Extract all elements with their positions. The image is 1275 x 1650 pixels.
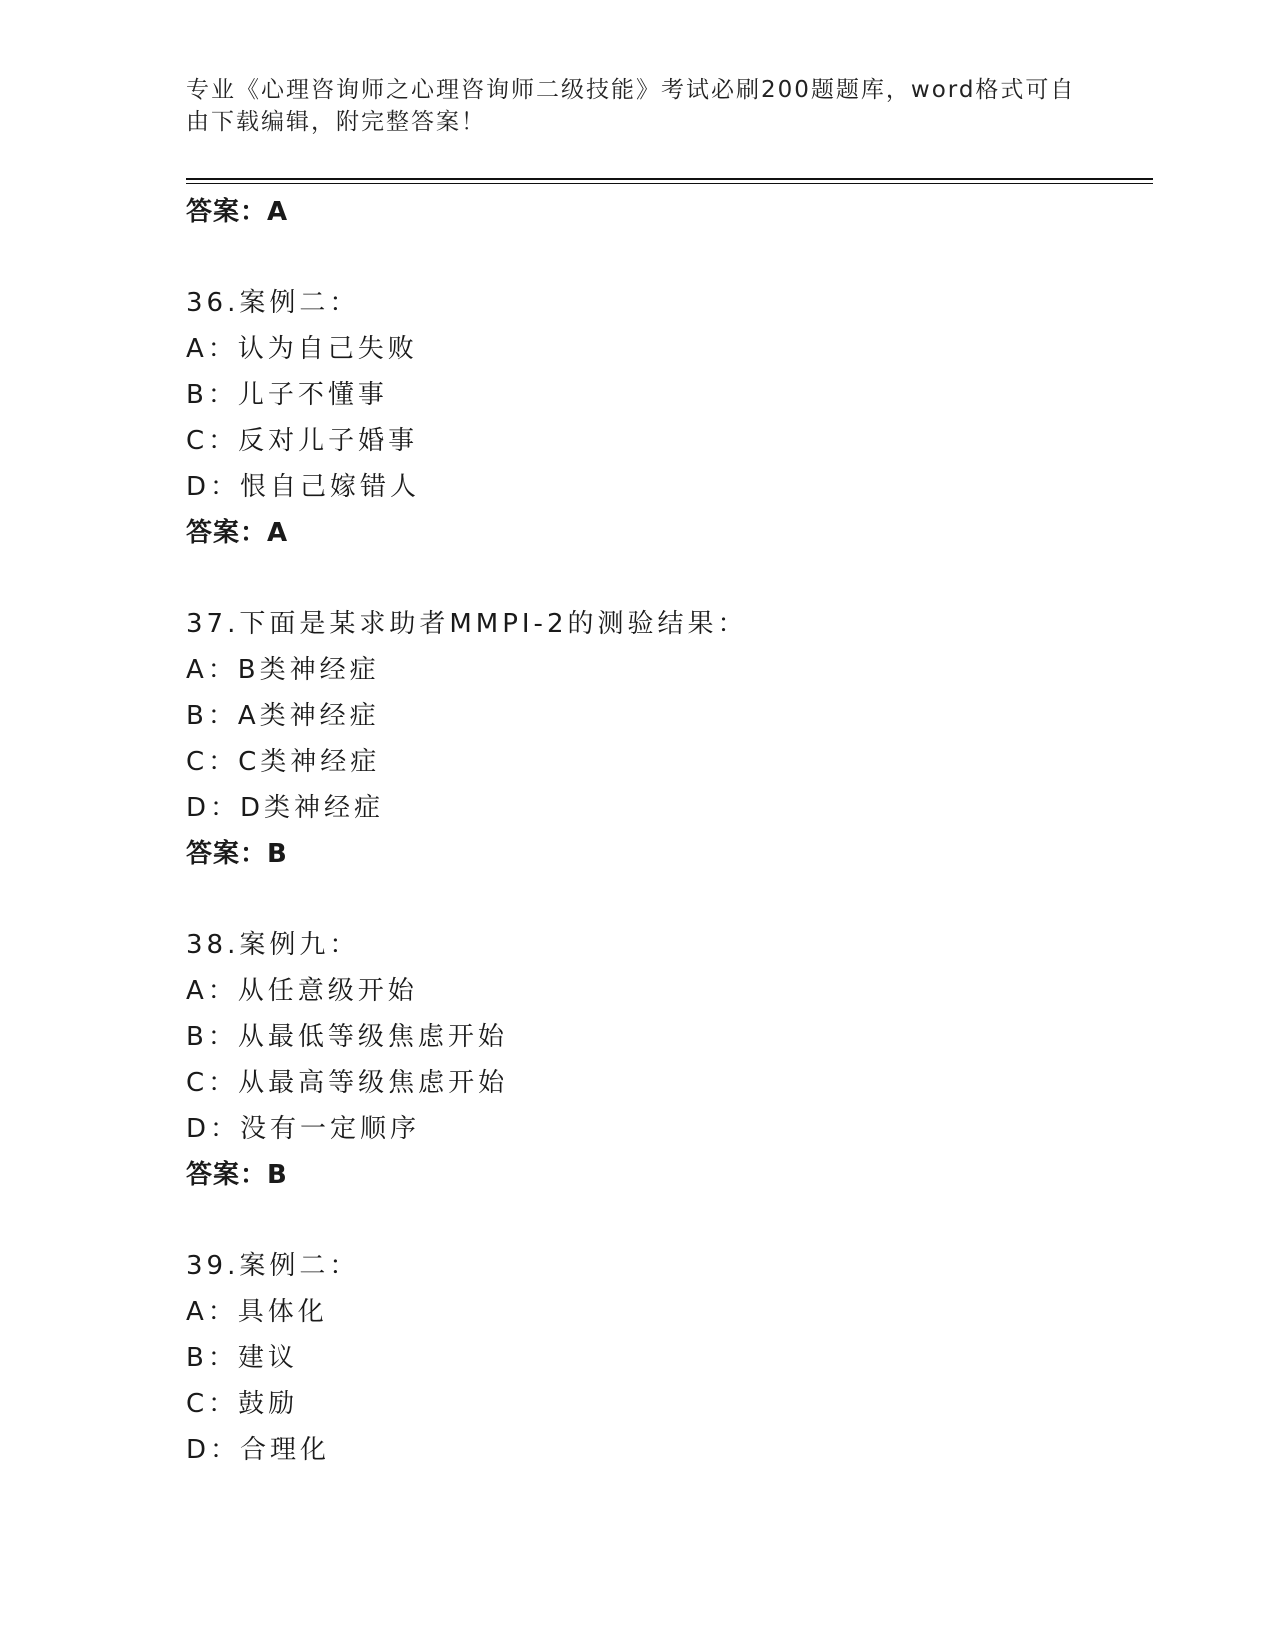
answer-line: 答案：A [186,518,289,548]
option-b: B：建议 [186,1343,298,1373]
option-a: A：B类神经症 [186,655,380,685]
question-block [186,280,1146,556]
spacer [186,556,1146,601]
option-d: D：没有一定顺序 [186,1114,421,1144]
header-line-1: 专业《心理咨询师之心理咨询师二级技能》考试必刷200题题库，word格式可自 [186,77,1076,103]
question-title: 36.案例二： [186,288,360,318]
spacer [186,1198,1146,1243]
answer-line: 答案：B [186,1160,288,1190]
option-a: A：认为自己失败 [186,334,418,364]
question-title: 39.案例二： [186,1251,360,1281]
question-block [186,922,1146,1198]
header-line-2: 由下载编辑，附完整答案！ [186,109,486,135]
question-block [186,601,1146,877]
option-b: B：A类神经症 [186,701,380,731]
option-b: B：儿子不懂事 [186,380,388,410]
header-divider-thick [186,178,1153,180]
option-c: C：从最高等级焦虑开始 [186,1068,509,1098]
option-d: D：恨自己嫁错人 [186,472,421,502]
option-a: A：从任意级开始 [186,976,418,1006]
document-header [186,74,1076,138]
answer-line: 答案：A [186,197,289,227]
question-block [186,1243,1146,1473]
option-c: C：反对儿子婚事 [186,426,419,456]
question-list [186,189,1146,1473]
answer-line: 答案：B [186,839,288,869]
option-d: D：合理化 [186,1435,331,1465]
question-title: 37.下面是某求助者MMPI-2的测验结果： [186,609,748,639]
option-c: C：C类神经症 [186,747,381,777]
option-d: D：D类神经症 [186,793,385,823]
header-divider-thin [186,183,1153,184]
spacer [186,877,1146,922]
option-b: B：从最低等级焦虑开始 [186,1022,508,1052]
option-a: A：具体化 [186,1297,328,1327]
spacer [186,235,1146,280]
option-c: C：鼓励 [186,1389,299,1419]
question-title: 38.案例九： [186,930,360,960]
